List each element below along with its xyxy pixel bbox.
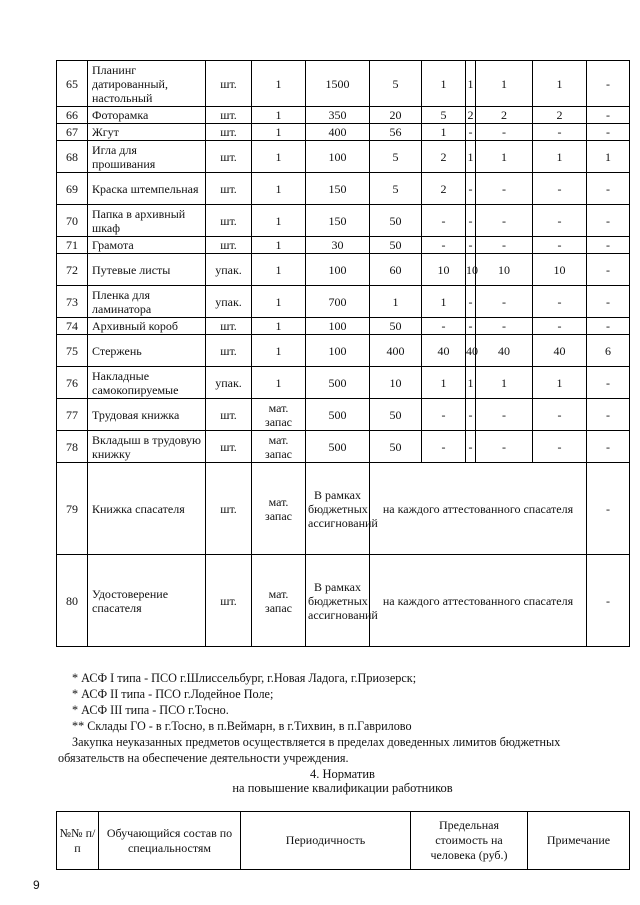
cell-c6: 50 [370, 431, 422, 463]
cell-c8: - [466, 318, 476, 335]
cell-c4: 1 [252, 318, 306, 335]
cell-c6: 50 [370, 318, 422, 335]
cell-c11: 6 [587, 335, 630, 367]
section-subtitle: на повышение квалификации работников [232, 781, 453, 795]
cell-price: 100 [306, 254, 370, 286]
cell-name: Путевые листы [88, 254, 206, 286]
cell-c4: 1 [252, 254, 306, 286]
cell-c8: 10 [466, 254, 476, 286]
cell-c7: 5 [422, 107, 466, 124]
cell-unit: шт. [206, 173, 252, 205]
cell-num: 70 [57, 205, 88, 237]
cell-c6: 20 [370, 107, 422, 124]
cell-c7: 1 [422, 124, 466, 141]
cell-unit: шт. [206, 205, 252, 237]
cell-c4: 1 [252, 286, 306, 318]
cell-c10: 10 [533, 254, 587, 286]
cell-c10: 1 [533, 367, 587, 399]
footnote-2: * АСФ II типа - ПСО г.Лодейное Поле; [72, 687, 274, 701]
cell-unit: упак. [206, 286, 252, 318]
cell-name: Накладные самокопируемые [88, 367, 206, 399]
cell-c6: 50 [370, 399, 422, 431]
cell-c10: 40 [533, 335, 587, 367]
cell-c9: 10 [476, 254, 533, 286]
cell-num: 78 [57, 431, 88, 463]
cell-name: Фоторамка [88, 107, 206, 124]
cell-c10: - [533, 431, 587, 463]
footnotes [58, 670, 628, 766]
cell-c7: - [422, 237, 466, 254]
cell-c6: 5 [370, 61, 422, 107]
cell-num: 75 [57, 335, 88, 367]
cell-c4: мат. запас [252, 555, 306, 647]
supplies-table [56, 60, 630, 647]
cell-c9: - [476, 237, 533, 254]
cell-c6: 5 [370, 173, 422, 205]
table-row [57, 205, 630, 237]
cell-unit: шт. [206, 61, 252, 107]
cell-name: Жгут [88, 124, 206, 141]
cell-c11: - [587, 205, 630, 237]
table-row [57, 61, 630, 107]
cell-merged: на каждого аттестованного спасателя [370, 555, 587, 647]
cell-name: Архивный короб [88, 318, 206, 335]
cell-c11: - [587, 431, 630, 463]
cell-c8: - [466, 124, 476, 141]
cell-unit: упак. [206, 367, 252, 399]
cell-c8: - [466, 399, 476, 431]
cell-c7: 1 [422, 61, 466, 107]
cell-price: 150 [306, 205, 370, 237]
cell-c11: - [587, 107, 630, 124]
cell-price: 500 [306, 367, 370, 399]
cell-c11: - [587, 173, 630, 205]
cell-name: Игла для прошивания [88, 141, 206, 173]
cell-c8: - [466, 205, 476, 237]
cell-num: 69 [57, 173, 88, 205]
cell-c8: 1 [466, 61, 476, 107]
cell-price: В рамках бюджетных ассигнований [306, 463, 370, 555]
cell-c11: - [587, 367, 630, 399]
cell-price: 30 [306, 237, 370, 254]
table-row [57, 107, 630, 124]
cell-c10: - [533, 124, 587, 141]
cell-c6: 5 [370, 141, 422, 173]
cell-c11: - [587, 124, 630, 141]
table-row [57, 318, 630, 335]
cell-c9: 1 [476, 367, 533, 399]
cell-c10: - [533, 205, 587, 237]
cell-name: Папка в архивный шкаф [88, 205, 206, 237]
cell-c10: 2 [533, 107, 587, 124]
cell-c4: 1 [252, 205, 306, 237]
cell-unit: шт. [206, 399, 252, 431]
cell-c8: - [466, 173, 476, 205]
table-row [57, 555, 630, 647]
cell-c8: - [466, 286, 476, 318]
cell-num: 66 [57, 107, 88, 124]
cell-c6: 10 [370, 367, 422, 399]
cell-c7: - [422, 205, 466, 237]
page-number: 9 [33, 878, 40, 892]
cell-c7: 40 [422, 335, 466, 367]
footnote-4: ** Склады ГО - в г.Тосно, в п.Веймарн, в г.Тихвин, в п.Гаврилово [72, 719, 412, 733]
cell-name: Вкладыш в трудовую книжку [88, 431, 206, 463]
cell-c4: 1 [252, 141, 306, 173]
cell-c11: - [587, 254, 630, 286]
cell-c8: 2 [467, 108, 474, 122]
cell-c11: - [587, 286, 630, 318]
cell-c7: 10 [422, 254, 466, 286]
cell-c7: 2 [422, 141, 466, 173]
cell-c11: - [587, 237, 630, 254]
cell-unit: шт. [206, 335, 252, 367]
cell-c10: - [533, 173, 587, 205]
cell-c7: - [422, 431, 466, 463]
cell-num: 68 [57, 141, 88, 173]
header-periodicity: Периодичность [241, 812, 411, 870]
cell-unit: шт. [206, 141, 252, 173]
table-header-row [57, 812, 630, 870]
cell-c8: - [466, 431, 476, 463]
header-note: Примечание [528, 812, 630, 870]
table-row [57, 431, 630, 463]
cell-c7: - [422, 318, 466, 335]
cell-name: Стержень [88, 335, 206, 367]
cell-c6: 1 [370, 286, 422, 318]
cell-c11: 1 [587, 141, 630, 173]
header-number: №№ п/п [57, 812, 99, 870]
table-row [57, 286, 630, 318]
cell-c9: - [476, 318, 533, 335]
footnote-1: * АСФ I типа - ПСО г.Шлиссельбург, г.Новая Ладога, г.Приозерск; [72, 671, 417, 685]
cell-c4: 1 [252, 124, 306, 141]
cell-c10: - [533, 399, 587, 431]
cell-c8: 1 [466, 367, 476, 399]
table-row [57, 173, 630, 205]
cell-price: 100 [306, 335, 370, 367]
cell-c7: 1 [422, 286, 466, 318]
cell-c6: 50 [370, 205, 422, 237]
cell-c8: - [466, 237, 476, 254]
cell-c11: - [587, 399, 630, 431]
cell-c10: 1 [533, 61, 587, 107]
cell-price: 100 [306, 141, 370, 173]
cell-c4: 1 [252, 237, 306, 254]
cell-num: 65 [57, 61, 88, 107]
cell-unit: шт. [206, 431, 252, 463]
cell-unit: шт. [206, 555, 252, 647]
cell-c9: - [476, 399, 533, 431]
cell-c9: - [476, 124, 533, 141]
table-row [57, 367, 630, 399]
footnote-3: * АСФ III типа - ПСО г.Тосно. [72, 703, 229, 717]
cell-c10: - [533, 318, 587, 335]
cell-c10: - [533, 237, 587, 254]
cell-num: 77 [57, 399, 88, 431]
cell-num: 71 [57, 237, 88, 254]
cell-c4: мат. запас [252, 463, 306, 555]
cell-merged: на каждого аттестованного спасателя [370, 463, 587, 555]
cell-price: В рамках бюджетных ассигнований [306, 555, 370, 647]
cell-name: Книжка спасателя [88, 463, 206, 555]
section-heading [56, 767, 629, 795]
cell-price: 350 [306, 107, 370, 124]
cell-c6: 50 [370, 237, 422, 254]
qualification-table [56, 811, 630, 870]
cell-c7: - [422, 399, 466, 431]
cell-name: Удостоверение спасателя [88, 555, 206, 647]
cell-num: 80 [57, 555, 88, 647]
cell-price: 100 [306, 318, 370, 335]
cell-c9: 1 [476, 61, 533, 107]
cell-c4: 1 [252, 335, 306, 367]
cell-unit: шт. [206, 107, 252, 124]
cell-name: Краска штемпельная [88, 173, 206, 205]
cell-name: Планинг датированный, настольный [88, 61, 206, 107]
cell-c9: 2 [476, 107, 533, 124]
table-row [57, 399, 630, 431]
cell-num: 74 [57, 318, 88, 335]
table-row [57, 141, 630, 173]
table-row [57, 463, 630, 555]
cell-num: 73 [57, 286, 88, 318]
cell-c6: 60 [370, 254, 422, 286]
section-title: 4. Норматив [310, 767, 375, 781]
cell-unit: шт. [206, 318, 252, 335]
cell-c9: 1 [476, 141, 533, 173]
table-row [57, 254, 630, 286]
cell-c9: - [476, 205, 533, 237]
cell-name: Пленка для ламинатора [88, 286, 206, 318]
cell-c8: 40 [466, 335, 476, 367]
table-row [57, 335, 630, 367]
cell-c6: 400 [370, 335, 422, 367]
cell-c4: мат. запас [252, 431, 306, 463]
cell-c11: - [587, 463, 630, 555]
cell-c9: - [476, 173, 533, 205]
cell-c4: 1 [252, 107, 306, 124]
cell-c4: 1 [252, 173, 306, 205]
cell-unit: упак. [206, 254, 252, 286]
cell-num: 79 [57, 463, 88, 555]
cell-c11: - [587, 318, 630, 335]
cell-unit: шт. [206, 463, 252, 555]
cell-c8: 1 [466, 141, 476, 173]
cell-price: 1500 [306, 61, 370, 107]
cell-price: 700 [306, 286, 370, 318]
cell-num: 72 [57, 254, 88, 286]
cell-c11: - [587, 61, 630, 107]
cell-c6: 56 [370, 124, 422, 141]
procurement-note: Закупка неуказанных предметов осуществляется в пределах доведенных лимитов бюджетных обязательств на обеспечение деятельности учреждения. [58, 735, 561, 765]
cell-price: 500 [306, 399, 370, 431]
table-row [57, 237, 630, 254]
cell-num: 67 [57, 124, 88, 141]
cell-price: 500 [306, 431, 370, 463]
cell-c11: - [587, 555, 630, 647]
cell-price: 400 [306, 124, 370, 141]
cell-unit: шт. [206, 124, 252, 141]
cell-c9: - [476, 286, 533, 318]
cell-price: 150 [306, 173, 370, 205]
cell-c7: 2 [422, 173, 466, 205]
cell-c4: 1 [252, 61, 306, 107]
cell-num: 76 [57, 367, 88, 399]
cell-c10: 1 [533, 141, 587, 173]
cell-name: Грамота [88, 237, 206, 254]
cell-c9: - [476, 431, 533, 463]
cell-c10: - [533, 286, 587, 318]
cell-c9: 40 [476, 335, 533, 367]
header-trainees: Обучающийся состав по специальностям [99, 812, 241, 870]
cell-c7: 1 [422, 367, 466, 399]
header-max-cost: Предельная стоимость на человека (руб.) [411, 812, 528, 870]
cell-c4: мат. запас [252, 399, 306, 431]
table-row [57, 124, 630, 141]
cell-c4: 1 [252, 367, 306, 399]
cell-name: Трудовая книжка [88, 399, 206, 431]
cell-unit: шт. [206, 237, 252, 254]
